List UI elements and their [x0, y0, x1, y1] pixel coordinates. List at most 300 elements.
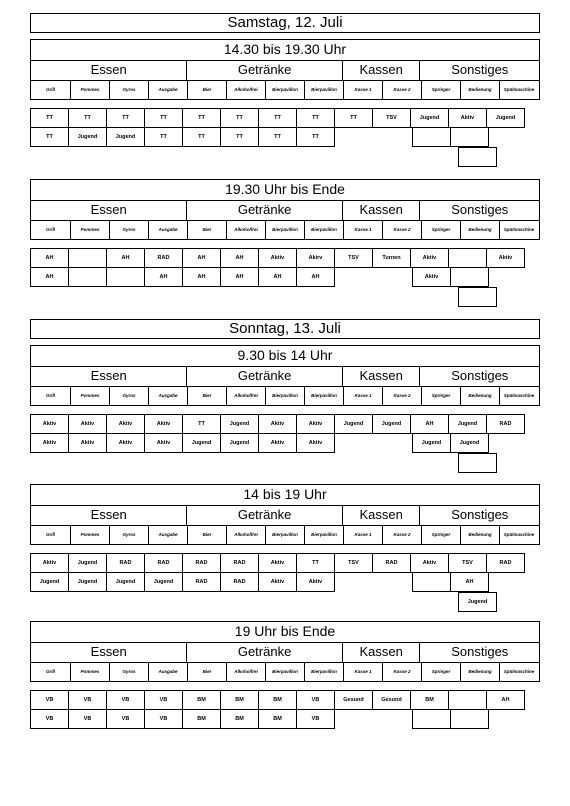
sub-header: Pommes — [70, 81, 109, 99]
group-header-row — [31, 61, 539, 81]
sub-header: Bierpavillon — [304, 221, 343, 239]
time-slot-title: 19 Uhr bis Ende — [31, 622, 539, 643]
assignment-cell: Aktiv — [448, 108, 487, 128]
assignment-cell: TT — [296, 127, 335, 147]
assignment-cell: AH — [182, 248, 221, 268]
assignment-cell — [497, 288, 536, 308]
assignment-cell: Aktiv — [68, 433, 107, 453]
sub-header: Pommes — [70, 526, 109, 544]
assignment-cell — [420, 148, 459, 168]
sub-header: Bier — [187, 81, 226, 99]
assignment-cell: BM — [258, 690, 297, 710]
sub-header: Bier — [187, 663, 226, 681]
group-header: Sonstiges — [419, 506, 539, 525]
assignment-cell: RAD — [182, 553, 221, 573]
assignment-cell: TT — [30, 108, 69, 128]
sub-header: Alkoholfrei — [226, 387, 265, 405]
assignment-cell: Aktiv — [106, 433, 145, 453]
assignment-cell — [225, 288, 264, 308]
assignment-cell — [303, 288, 342, 308]
sub-header: Bierpavillon — [265, 526, 304, 544]
group-header: Essen — [90, 507, 127, 522]
sub-header: Alkoholfrei — [226, 221, 265, 239]
assignment-cell — [374, 434, 413, 454]
assignment-cell: TT — [182, 127, 221, 147]
assignment-cell: Jugend — [220, 414, 259, 434]
assignment-cell: VB — [68, 690, 107, 710]
assignment-row — [30, 414, 540, 434]
assignment-cell — [497, 148, 536, 168]
assignment-cell: Jugend — [182, 433, 221, 453]
assignment-cell — [335, 128, 374, 148]
assignment-cell: Aktiv — [296, 414, 335, 434]
assignment-cell: AH — [296, 267, 335, 287]
assignment-cell — [303, 593, 342, 613]
assignment-cell — [489, 710, 528, 730]
assignment-cell: Aktiv — [486, 248, 525, 268]
assignment-cell: TT — [258, 108, 297, 128]
group-header: Kassen — [342, 61, 420, 80]
assignment-cell: TSV — [334, 248, 373, 268]
assignment-cell — [30, 288, 69, 308]
assignment-cell: RAD — [144, 248, 183, 268]
sub-header: Grill — [45, 227, 55, 232]
assignment-cell — [303, 454, 342, 474]
assignment-cell: BM — [220, 709, 259, 729]
sub-header: Bierpavillon — [304, 387, 343, 405]
sub-header: Bierpavillon — [304, 663, 343, 681]
sub-header: Gyros — [109, 663, 148, 681]
assignment-cell — [30, 593, 69, 613]
assignment-cell: Aktiv — [30, 433, 69, 453]
assignment-cell: Jugend — [106, 127, 145, 147]
assignment-cell: Jugend — [68, 553, 107, 573]
sub-header: Ausgabe — [148, 221, 187, 239]
sub-header: Kasse 1 — [343, 663, 382, 681]
assignment-rows — [30, 108, 540, 168]
assignment-cell — [147, 288, 186, 308]
assignment-cell: Aktiv — [410, 248, 449, 268]
sub-header: Bedienung — [460, 663, 499, 681]
assignment-cell — [374, 268, 413, 288]
assignment-cell — [342, 454, 381, 474]
assignment-row — [30, 690, 540, 710]
group-header: Sonstiges — [419, 201, 539, 220]
assignment-cell — [381, 288, 420, 308]
group-header: Essen — [90, 368, 127, 383]
group-header-row — [31, 367, 539, 387]
sub-header: Kasse 2 — [382, 526, 421, 544]
assignment-cell: VB — [68, 709, 107, 729]
assignment-cell — [412, 127, 451, 147]
assignment-cell — [264, 593, 303, 613]
sub-header: Springer — [421, 221, 460, 239]
sub-header: Kasse 1 — [343, 81, 382, 99]
block-header — [30, 621, 540, 682]
assignment-cell — [68, 267, 107, 287]
assignment-cell — [458, 287, 497, 307]
assignment-cell: TT — [296, 108, 335, 128]
assignment-cell: VB — [30, 690, 69, 710]
assignment-cell: AH — [30, 248, 69, 268]
assignment-cell: AH — [450, 572, 489, 592]
assignment-cell: TT — [296, 553, 335, 573]
block-header — [30, 39, 540, 100]
assignment-cell: Aktiv — [412, 267, 451, 287]
assignment-cell: Aktiv — [144, 414, 183, 434]
assignment-cell — [420, 454, 459, 474]
assignment-cell: AH — [410, 414, 449, 434]
sub-header: Ausgabe — [148, 526, 187, 544]
assignment-cell — [374, 128, 413, 148]
sub-header: Bier — [187, 387, 226, 405]
sub-header: Bierpavillon — [265, 81, 304, 99]
assignment-cell: Aktiv — [410, 553, 449, 573]
sub-header: Ausgabe — [148, 663, 187, 681]
assignment-cell: Aktiv — [296, 433, 335, 453]
assignment-row — [30, 454, 540, 474]
assignment-cell: Aktiv — [258, 433, 297, 453]
sub-header: Alkoholfrei — [226, 663, 265, 681]
group-header: Essen — [90, 202, 127, 217]
sub-header-row — [31, 663, 539, 681]
assignment-cell: AH — [182, 267, 221, 287]
assignment-cell: AH — [30, 267, 69, 287]
sub-header-row — [31, 526, 539, 544]
assignment-cell — [448, 690, 487, 710]
assignment-cell — [450, 709, 489, 729]
sub-header: Grill — [45, 532, 55, 537]
group-header: Kassen — [342, 367, 420, 386]
assignment-row — [30, 593, 540, 613]
sub-header: Spülmaschine — [499, 526, 538, 544]
assignment-cell — [69, 454, 108, 474]
group-header: Sonstiges — [419, 643, 539, 662]
group-header: Sonstiges — [419, 61, 539, 80]
assignment-cell: TT — [144, 108, 183, 128]
assignment-row — [30, 573, 540, 593]
assignment-cell: Aktiv — [258, 414, 297, 434]
assignment-cell: VB — [144, 690, 183, 710]
sub-header: Grill — [45, 393, 55, 398]
sub-header: Kasse 1 — [343, 221, 382, 239]
assignment-cell: TT — [68, 108, 107, 128]
assignment-cell — [108, 288, 147, 308]
assignment-cell: Jugend — [448, 414, 487, 434]
assignment-cell: Jugend — [68, 572, 107, 592]
assignment-rows — [30, 414, 540, 474]
sub-header: Grill — [45, 669, 55, 674]
assignment-cell — [108, 454, 147, 474]
assignment-cell — [30, 148, 69, 168]
time-slot-title: 9.30 bis 14 Uhr — [31, 346, 539, 367]
sub-header: Ausgabe — [148, 387, 187, 405]
assignment-cell — [186, 454, 225, 474]
assignment-cell: Aktiv — [144, 433, 183, 453]
assignment-cell: Aktiv — [30, 414, 69, 434]
assignment-cell — [420, 288, 459, 308]
assignment-cell: AH — [220, 267, 259, 287]
assignment-cell — [489, 128, 528, 148]
time-slot-title: 19.30 Uhr bis Ende — [31, 180, 539, 201]
sub-header: Alkoholfrei — [226, 81, 265, 99]
sub-header: Bierpavillon — [304, 81, 343, 99]
sub-header: Spülmaschine — [499, 221, 538, 239]
assignment-cell — [264, 288, 303, 308]
assignment-cell: Akirv — [296, 248, 335, 268]
assignment-cell — [147, 454, 186, 474]
time-slot-title: 14 bis 19 Uhr — [31, 485, 539, 506]
group-header: Getränke — [186, 643, 341, 662]
assignment-cell: Jugend — [486, 108, 525, 128]
assignment-cell: BM — [220, 690, 259, 710]
assignment-cell — [108, 593, 147, 613]
assignment-cell — [69, 288, 108, 308]
assignment-cell — [30, 454, 69, 474]
assignment-cell — [489, 573, 528, 593]
assignment-cell: Aktiv — [296, 572, 335, 592]
assignment-cell: TT — [30, 127, 69, 147]
assignment-cell: Jugend — [68, 127, 107, 147]
assignment-cell: RAD — [144, 553, 183, 573]
assignment-rows — [30, 248, 540, 308]
sub-header: Ausgabe — [148, 81, 187, 99]
sub-header: Pommes — [70, 221, 109, 239]
sub-header-row — [31, 81, 539, 99]
assignment-cell — [458, 147, 497, 167]
assignment-cell: Aktiv — [258, 553, 297, 573]
assignment-cell: Aktiv — [68, 414, 107, 434]
assignment-cell: Turnen — [372, 248, 411, 268]
assignment-cell: VB — [296, 709, 335, 729]
sub-header: Gyros — [109, 221, 148, 239]
sub-header-row — [31, 387, 539, 405]
assignment-cell: TT — [106, 108, 145, 128]
day-title-sunday: Sonntag, 13. Juli — [30, 319, 540, 339]
sub-header: Gyros — [109, 526, 148, 544]
assignment-cell: RAD — [486, 414, 525, 434]
group-header: Getränke — [186, 201, 341, 220]
assignment-cell: Jugend — [458, 592, 497, 612]
assignment-cell: TT — [334, 108, 373, 128]
assignment-cell — [381, 454, 420, 474]
assignment-row — [30, 148, 540, 168]
assignment-cell: AH — [258, 267, 297, 287]
assignment-cell: Jugend — [334, 414, 373, 434]
block-header — [30, 345, 540, 406]
sub-header: Springer — [421, 81, 460, 99]
assignment-cell: AH — [144, 267, 183, 287]
assignment-cell: Jugend — [372, 414, 411, 434]
sub-header: Gyros — [109, 81, 148, 99]
assignment-cell: BM — [182, 690, 221, 710]
assignment-row — [30, 288, 540, 308]
assignment-cell — [450, 267, 489, 287]
group-header: Sonstiges — [419, 367, 539, 386]
assignment-cell — [374, 710, 413, 730]
assignment-cell — [450, 127, 489, 147]
assignment-cell — [497, 593, 536, 613]
group-header-row — [31, 643, 539, 663]
time-slot-title: 14.30 bis 19.30 Uhr — [31, 40, 539, 61]
sub-header: Spülmaschine — [499, 81, 538, 99]
sub-header: Bier — [187, 221, 226, 239]
assignment-cell: Jugend — [106, 572, 145, 592]
assignment-row — [30, 128, 540, 148]
assignment-cell: BM — [182, 709, 221, 729]
assignment-row — [30, 553, 540, 573]
assignment-cell: VB — [106, 690, 145, 710]
assignment-cell — [342, 593, 381, 613]
sub-header: Kasse 2 — [382, 81, 421, 99]
assignment-cell — [186, 288, 225, 308]
assignment-cell — [186, 593, 225, 613]
sub-header: Bedienung — [460, 526, 499, 544]
day-title-saturday: Samstag, 12. Juli — [30, 13, 540, 33]
assignment-cell — [497, 454, 536, 474]
assignment-cell — [303, 148, 342, 168]
block-header — [30, 484, 540, 545]
group-header: Essen — [90, 644, 127, 659]
group-header: Getränke — [186, 367, 341, 386]
assignment-row — [30, 248, 540, 268]
assignment-cell — [106, 267, 145, 287]
assignment-cell — [420, 593, 459, 613]
assignment-cell — [335, 434, 374, 454]
sub-header: Alkoholfrei — [226, 526, 265, 544]
assignment-cell — [374, 573, 413, 593]
assignment-cell: RAD — [182, 572, 221, 592]
sub-header: Bierpavillon — [265, 387, 304, 405]
sub-header: Pommes — [70, 663, 109, 681]
sub-header: Bedienung — [460, 221, 499, 239]
group-header-row — [31, 201, 539, 221]
assignment-cell: VB — [144, 709, 183, 729]
assignment-row — [30, 268, 540, 288]
assignment-cell: Jugend — [410, 108, 449, 128]
sub-header: Bedienung — [460, 387, 499, 405]
assignment-cell: Aktiv — [258, 572, 297, 592]
assignment-cell: TT — [182, 108, 221, 128]
group-header: Kassen — [342, 201, 420, 220]
assignment-cell — [225, 148, 264, 168]
assignment-cell — [186, 148, 225, 168]
assignment-cell — [448, 248, 487, 268]
assignment-cell: TT — [220, 127, 259, 147]
assignment-cell — [335, 268, 374, 288]
sub-header-row — [31, 221, 539, 239]
assignment-cell: Jugend — [30, 572, 69, 592]
assignment-cell — [412, 709, 451, 729]
assignment-row — [30, 108, 540, 128]
assignment-cell: RAD — [486, 553, 525, 573]
sub-header: Kasse 2 — [382, 663, 421, 681]
sub-header: Pommes — [70, 387, 109, 405]
assignment-cell — [225, 454, 264, 474]
sub-header: Spülmaschine — [499, 663, 538, 681]
assignment-cell — [381, 148, 420, 168]
sub-header: Spülmaschine — [499, 387, 538, 405]
sub-header: Bierpavillon — [265, 221, 304, 239]
sub-header: Kasse 1 — [343, 387, 382, 405]
assignment-cell — [381, 593, 420, 613]
assignment-cell: RAD — [106, 553, 145, 573]
assignment-cell: Jugend — [144, 572, 183, 592]
sub-header: Bedienung — [460, 81, 499, 99]
assignment-cell: TT — [182, 414, 221, 434]
assignment-cell — [335, 573, 374, 593]
assignment-cell — [147, 593, 186, 613]
sub-header: Bier — [187, 526, 226, 544]
assignment-cell — [458, 453, 497, 473]
group-header: Getränke — [186, 506, 341, 525]
assignment-cell — [335, 710, 374, 730]
assignment-cell — [147, 148, 186, 168]
assignment-cell — [489, 434, 528, 454]
assignment-cell: AH — [106, 248, 145, 268]
group-header: Essen — [90, 62, 127, 77]
assignment-cell — [108, 148, 147, 168]
sub-header: Springer — [421, 663, 460, 681]
assignment-cell — [342, 148, 381, 168]
assignment-cell: Jugend — [412, 433, 451, 453]
assignment-cell: Gesund — [372, 690, 411, 710]
sub-header: Gyros — [109, 387, 148, 405]
assignment-cell: Aktiv — [106, 414, 145, 434]
assignment-cell — [412, 572, 451, 592]
group-header: Kassen — [342, 506, 420, 525]
assignment-cell: Aktiv — [30, 553, 69, 573]
assignment-cell: TT — [144, 127, 183, 147]
group-header-row — [31, 506, 539, 526]
assignment-row — [30, 434, 540, 454]
assignment-rows — [30, 690, 540, 730]
sub-header: Kasse 2 — [382, 387, 421, 405]
assignment-cell — [68, 248, 107, 268]
assignment-cell — [264, 148, 303, 168]
assignment-cell — [69, 148, 108, 168]
sub-header: Bierpavillon — [304, 526, 343, 544]
block-header — [30, 179, 540, 240]
assignment-cell: AH — [220, 248, 259, 268]
assignment-cell — [342, 288, 381, 308]
sub-header: Kasse 2 — [382, 221, 421, 239]
assignment-cell — [264, 454, 303, 474]
assignment-cell: RAD — [220, 553, 259, 573]
group-header: Kassen — [342, 643, 420, 662]
group-header: Getränke — [186, 61, 341, 80]
assignment-rows — [30, 553, 540, 613]
assignment-cell: RAD — [372, 553, 411, 573]
assignment-cell: TT — [258, 127, 297, 147]
assignment-cell: VB — [30, 709, 69, 729]
assignment-cell: TSV — [334, 553, 373, 573]
sub-header: Bierpavillon — [265, 663, 304, 681]
assignment-cell — [69, 593, 108, 613]
sub-header: Springer — [421, 526, 460, 544]
assignment-cell: Gesund — [334, 690, 373, 710]
assignment-cell: RAD — [220, 572, 259, 592]
assignment-cell: Jugend — [450, 433, 489, 453]
assignment-cell: AH — [486, 690, 525, 710]
assignment-cell: TSV — [448, 553, 487, 573]
assignment-cell: BM — [410, 690, 449, 710]
assignment-cell — [489, 268, 528, 288]
assignment-cell: VB — [106, 709, 145, 729]
assignment-row — [30, 710, 540, 730]
assignment-cell — [225, 593, 264, 613]
assignment-cell: TT — [220, 108, 259, 128]
